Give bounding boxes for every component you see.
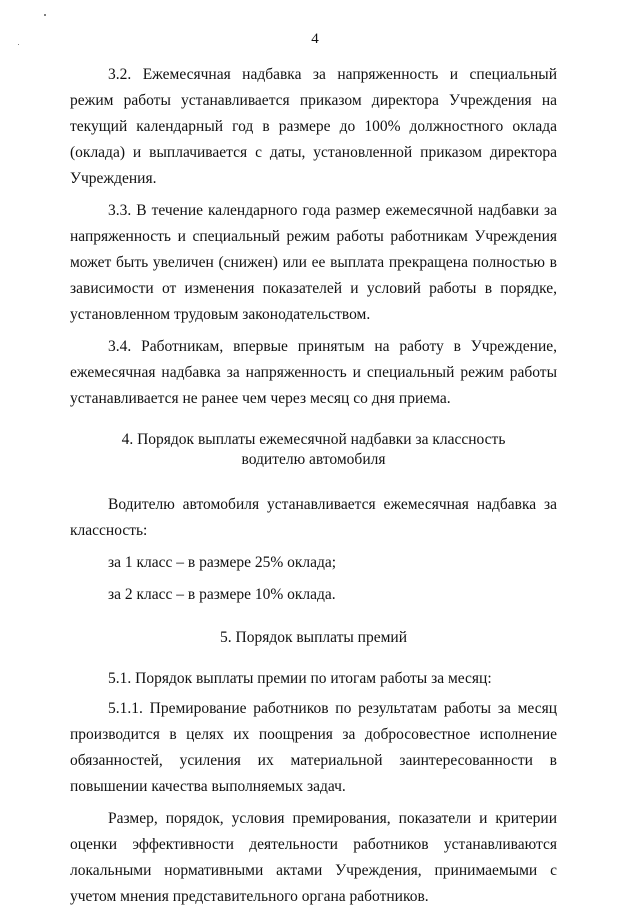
paragraph-4-intro: Водителю автомобиля устанавливается ежемесячная надбавка за классность: [70, 496, 557, 539]
paragraph-5-1: 5.1. Порядок выплаты премии по итогам работы за месяц: [108, 670, 492, 687]
paragraph-3-3: 3.3. В течение календарного года размер ежемесячной надбавки за напряженность и специальный режим работы работникам Учреждения может быть увеличен (снижен) или ее выплата прекращена полностью в зависимости от изменения показателей и условий работы в порядке, установленном трудовым законодательством. [70, 202, 557, 323]
paragraph-5-1-1: 5.1.1. Премирование работников по результатам работы за месяц производится в целях их поощрения за добросовестное исполнение обязанностей, усиления их материальной заинтересованности в повышении качества выполняемых задач. [70, 700, 557, 795]
page-number: 4 [311, 31, 319, 47]
section-4-heading-line1: 4. Порядок выплаты ежемесячной надбавки за классность [121, 431, 506, 448]
class-1-item: за 1 класс – в размере 25% оклада; [108, 554, 337, 571]
section-4-heading [70, 430, 557, 470]
section-5-heading: 5. Порядок выплаты премий [220, 629, 407, 646]
class-2-item: за 2 класс – в размере 10% оклада. [108, 586, 336, 603]
section-4-heading-line2: водителю автомобиля [241, 451, 386, 468]
document-body [70, 62, 557, 916]
scan-speck [44, 14, 46, 16]
paragraph-bonus-criteria: Размер, порядок, условия премирования, показатели и критерии оценки эффективности деятельности работников устанавливаются локальными нормативными актами Учреждения, принимаемыми с учетом мнения представительного органа работников. [70, 810, 557, 905]
paragraph-3-2: 3.2. Ежемесячная надбавка за напряженность и специальный режим работы устанавливается приказом директора Учреждения на текущий календарный год в размере до 100% должностного оклада (оклада) и выплачивается с даты, установленной приказом директора Учреждения. [70, 66, 557, 187]
paragraph-3-4: 3.4. Работникам, впервые принятым на работу в Учреждение, ежемесячная надбавка за напряженность и специальный режим работы устанавливается не ранее чем через месяц со дня приема. [70, 338, 557, 407]
